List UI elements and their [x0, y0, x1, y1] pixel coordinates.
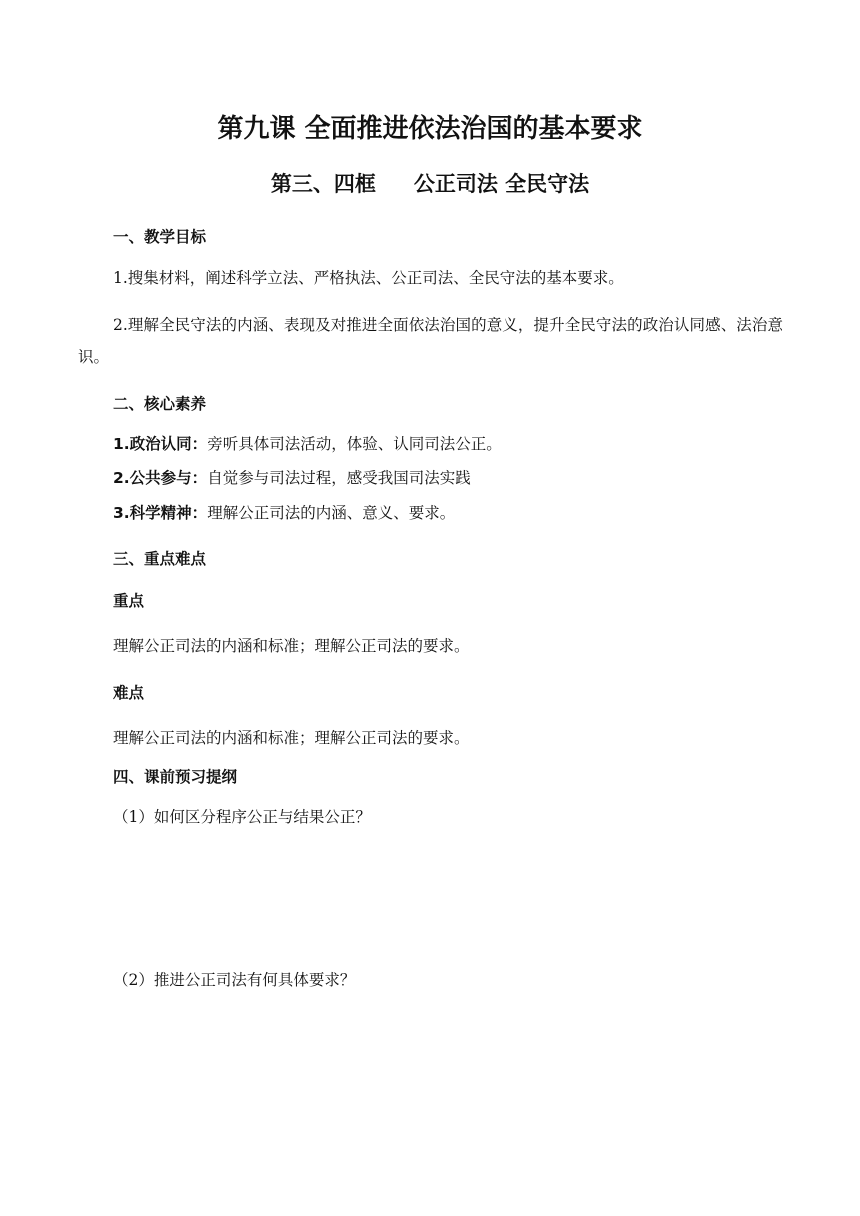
- key-point-label: 重点: [113, 592, 145, 610]
- section-heading-key-points: 三、重点难点: [113, 550, 207, 568]
- section-heading-core-literacy: 二、核心素养: [113, 395, 207, 413]
- preview-question-1: （1）如何区分程序公正与结果公正？: [113, 808, 371, 826]
- literacy-item-3-text: 理解公正司法的内涵、意义、要求。: [207, 504, 456, 522]
- literacy-item-2: [113, 466, 471, 488]
- lesson-subtitle: [0, 168, 860, 198]
- literacy-item-1: [113, 432, 502, 454]
- difficult-point-text: 理解公正司法的内涵和标准；理解公正司法的要求。: [113, 729, 470, 747]
- literacy-item-3-label: 3.科学精神：: [113, 504, 208, 522]
- difficult-point-label: 难点: [113, 684, 145, 702]
- objective-item-2: 2.理解全民守法的内涵、表现及对推进全面依法治国的意义，提升全民守法的政治认同感、法治意识。: [78, 316, 783, 366]
- literacy-item-3: [113, 501, 455, 523]
- literacy-item-1-label: 1.政治认同：: [113, 435, 208, 453]
- preview-question-2: （2）推进公正司法有何具体要求？: [113, 971, 356, 989]
- literacy-item-1-text: 旁听具体司法活动，体验、认同司法公正。: [207, 435, 502, 453]
- objective-item-1: 1.搜集材料，阐述科学立法、严格执法、公正司法、全民守法的基本要求。: [113, 269, 624, 287]
- key-point-text: 理解公正司法的内涵和标准；理解公正司法的要求。: [113, 637, 470, 655]
- subtitle-part2: 公正司法 全民守法: [413, 172, 590, 196]
- subtitle-part1: 第三、四框: [270, 172, 376, 196]
- literacy-item-2-label: 2.公共参与：: [113, 469, 208, 487]
- literacy-item-2-text: 自觉参与司法过程，感受我国司法实践: [207, 469, 471, 487]
- section-heading-preview-outline: 四、课前预习提纲: [113, 768, 238, 786]
- lesson-title: 第九课 全面推进依法治国的基本要求: [217, 114, 643, 144]
- section-heading-objectives: 一、教学目标: [113, 228, 207, 246]
